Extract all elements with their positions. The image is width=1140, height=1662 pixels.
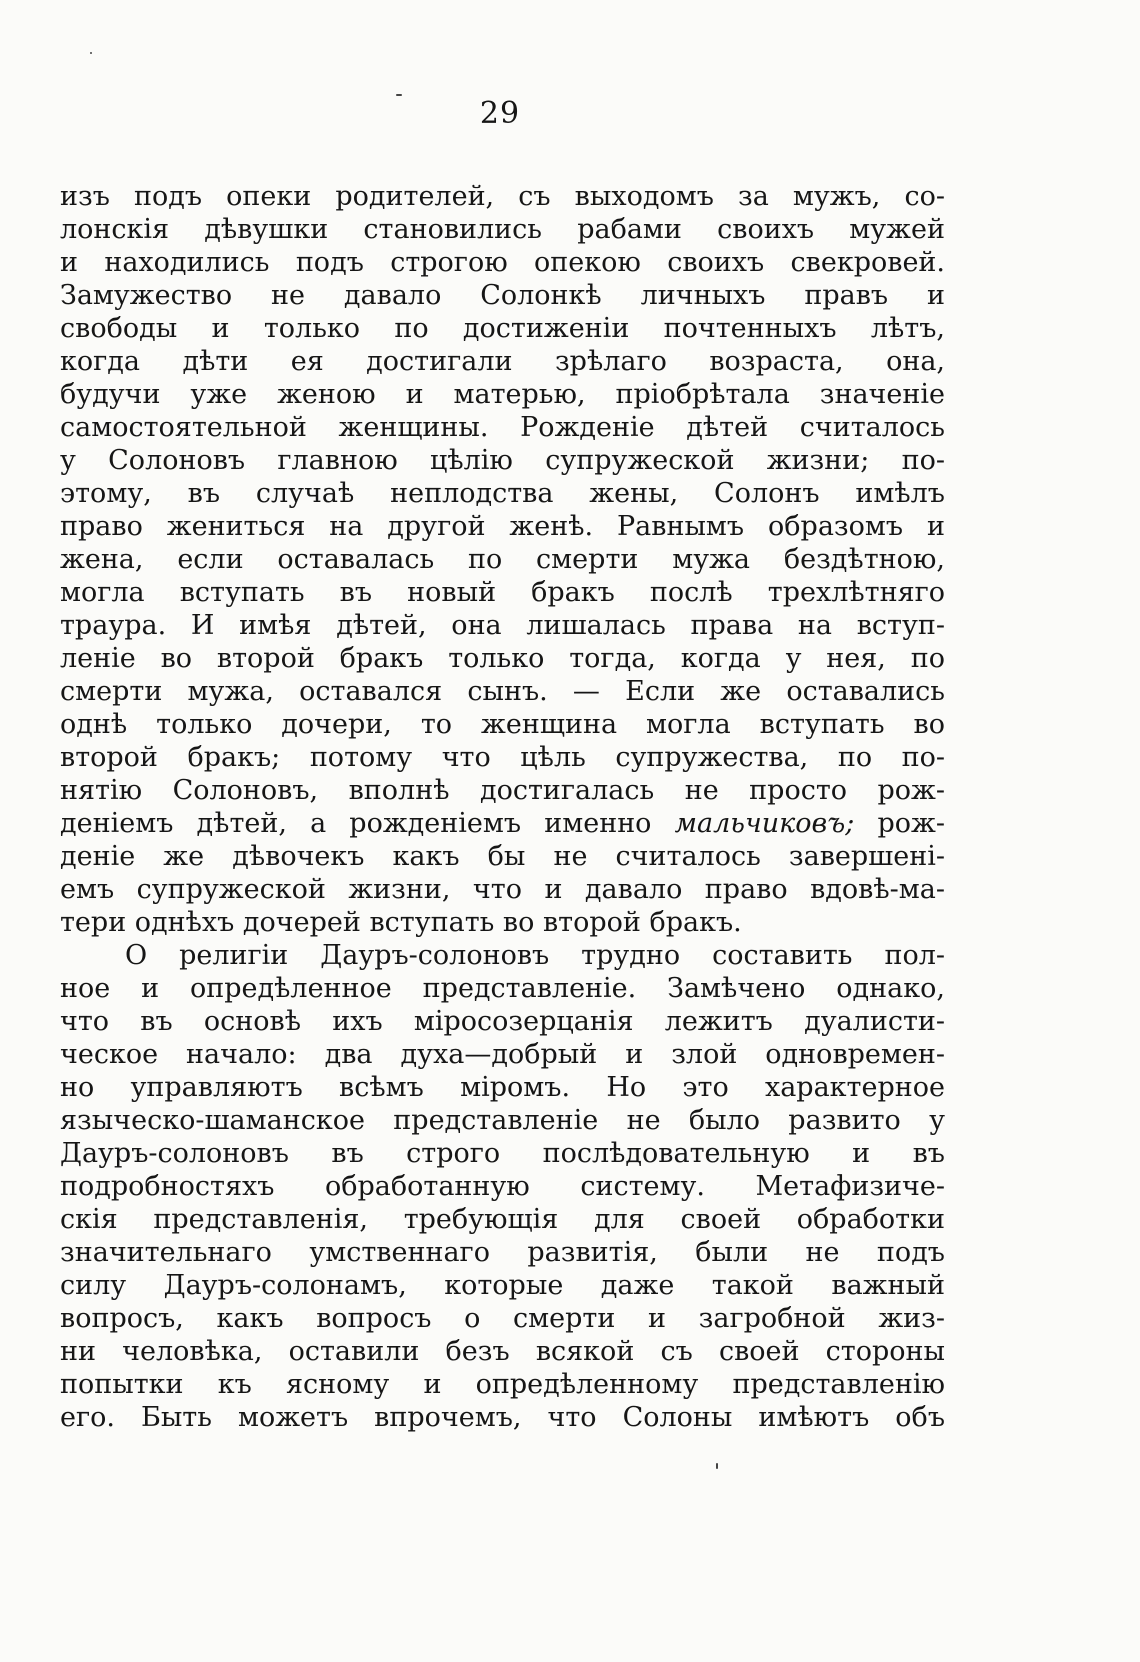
text-line: емъ супружеской жизни, что и давало право вдовѣ-ма- (60, 874, 945, 905)
text-line: изъ подъ опеки родителей, съ выходомъ за мужъ, со- (60, 181, 945, 212)
text-line: траура. И имѣя дѣтей, она лишалась права на вступ- (60, 610, 945, 641)
text-line: Дауръ-солоновъ въ строго послѣдовательную и въ (60, 1138, 945, 1169)
text-line: второй бракъ; потому что цѣль супружества, по по- (60, 742, 945, 773)
text-line: тери однѣхъ дочерей вступать во второй бракъ. (60, 907, 742, 938)
text-segment: деніемъ дѣтей, а рожденіемъ именно (60, 808, 652, 839)
text-line: свободы и только по достиженіи почтенныхъ лѣтъ, (60, 313, 945, 344)
text-line: что въ основѣ ихъ міросозерцанія лежитъ дуалисти- (60, 1006, 945, 1037)
text-line: самостоятельной женщины. Рожденіе дѣтей считалось (60, 412, 945, 443)
text-line: ни человѣка, оставили безъ всякой съ своей стороны (60, 1336, 945, 1367)
text-line: леніе во второй бракъ только тогда, когда у нея, по (60, 643, 945, 674)
print-speck (90, 52, 92, 54)
text-line: попытки къ ясному и опредѣленному представленію (60, 1369, 945, 1400)
text-line: его. Быть можетъ впрочемъ, что Солоны имѣютъ объ (60, 1402, 945, 1433)
text-line: скія представленія, требующія для своей обработки (60, 1204, 945, 1235)
print-speck (396, 94, 402, 96)
paragraph-2 (60, 939, 945, 1434)
text-line: языческо-шаманское представленіе не было развито у (60, 1105, 945, 1136)
text-line: могла вступать въ новый бракъ послѣ трехлѣтняго (60, 577, 945, 608)
text-line: однѣ только дочери, то женщина могла вступать во (60, 709, 945, 740)
text-line: у Солоновъ главною цѣлію супружеской жизни; по- (60, 445, 945, 476)
text-line: и находились подъ строгою опекою своихъ свекровей. (60, 247, 945, 278)
print-speck (716, 1463, 718, 1469)
text-line: деніе же дѣвочекъ какъ бы не считалось завершені- (60, 841, 945, 872)
text-line: подробностяхъ обработанную систему. Метафизиче- (60, 1171, 945, 1202)
italic-word: мальчиковъ; (674, 808, 855, 839)
text-line: ческое начало: два духа—добрый и злой одновремен- (60, 1039, 945, 1070)
text-line: ное и опредѣленное представленіе. Замѣчено однако, (60, 973, 945, 1004)
text-line: жена, если оставалась по смерти мужа бездѣтною, (60, 544, 945, 575)
text-line: Замужество не давало Солонкѣ личныхъ правъ и (60, 280, 945, 311)
text-line: силу Дауръ-солонамъ, которые даже такой важный (60, 1270, 945, 1301)
text-line: значительнаго умственнаго развитія, были не подъ (60, 1237, 945, 1268)
text-line: право жениться на другой женѣ. Равнымъ образомъ и (60, 511, 945, 542)
text-line: вопросъ, какъ вопросъ о смерти и загробной жиз- (60, 1303, 945, 1334)
text-line: смерти мужа, оставался сынъ. — Если же оставались (60, 676, 945, 707)
text-line: будучи уже женою и матерью, пріобрѣтала значеніе (60, 379, 945, 410)
text-line: лонскія дѣвушки становились рабами своихъ мужей (60, 214, 945, 245)
page-number: 29 (479, 96, 521, 131)
text-line: О религіи Дауръ-солоновъ трудно составить пол- (125, 940, 945, 971)
body-text (60, 180, 945, 1434)
text-line-with-italic (60, 807, 945, 840)
text-line: когда дѣти ея достигали зрѣлаго возраста, она, (60, 346, 945, 377)
paragraph-1 (60, 180, 945, 939)
text-segment: рож- (877, 808, 945, 839)
text-line: но управляютъ всѣмъ міромъ. Но это характерное (60, 1072, 945, 1103)
text-line: этому, въ случаѣ неплодства жены, Солонъ имѣлъ (60, 478, 945, 509)
text-line: нятію Солоновъ, вполнѣ достигалась не просто рож- (60, 775, 945, 806)
